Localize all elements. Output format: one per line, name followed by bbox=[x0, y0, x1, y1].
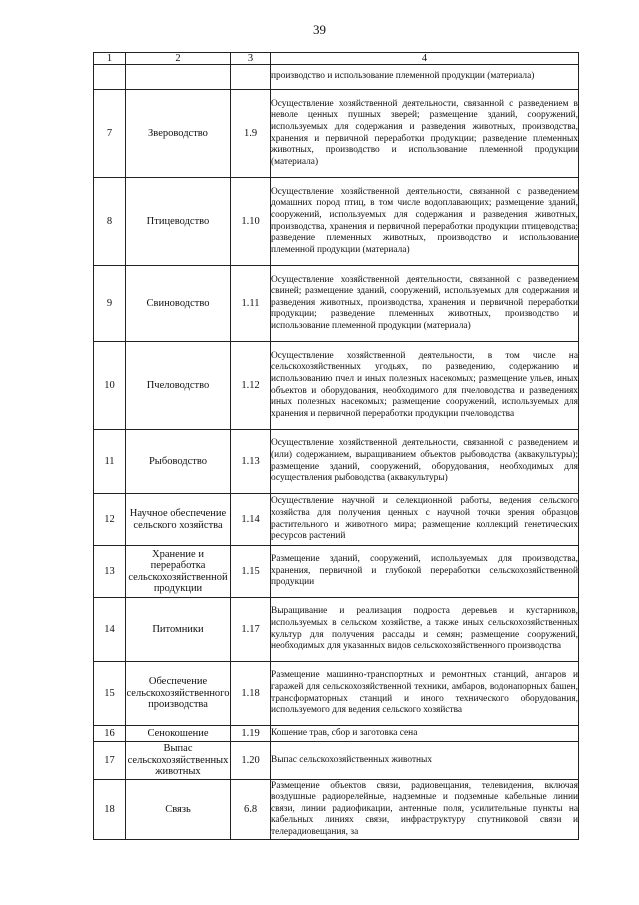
table-row bbox=[94, 430, 579, 494]
row-number: 8 bbox=[94, 178, 126, 266]
row-number: 13 bbox=[94, 546, 126, 598]
row-name: Питомники bbox=[126, 598, 231, 662]
row-name: Обеспечение сельскохозяйственного производства bbox=[126, 662, 231, 726]
column-header: 3 bbox=[231, 53, 271, 65]
row-description: Размещение зданий, сооружений, используемых для производства, хранения, первичной и глубокой переработки сельскохозяйственной продукции bbox=[271, 546, 579, 598]
row-code: 1.14 bbox=[231, 494, 271, 546]
row-code bbox=[231, 65, 271, 90]
row-code: 1.19 bbox=[231, 726, 271, 742]
row-number: 10 bbox=[94, 342, 126, 430]
row-name: Выпас сельскохозяйственных животных bbox=[126, 742, 231, 780]
row-code: 1.15 bbox=[231, 546, 271, 598]
row-name: Пчеловодство bbox=[126, 342, 231, 430]
row-number: 18 bbox=[94, 780, 126, 840]
row-code: 1.13 bbox=[231, 430, 271, 494]
table-row bbox=[94, 726, 579, 742]
table-row bbox=[94, 342, 579, 430]
row-description: Выпас сельскохозяйственных животных bbox=[271, 742, 579, 780]
row-description: Размещение машинно-транспортных и ремонтных станций, ангаров и гаражей для сельскохозяйственной техники, амбаров, водонапорных башен, трансформаторных станций и иного технического оборудования, используемого для ведения сельского хозяйства bbox=[271, 662, 579, 726]
table-row-continuation bbox=[94, 65, 579, 90]
row-description: Кошение трав, сбор и заготовка сена bbox=[271, 726, 579, 742]
row-description: Осуществление хозяйственной деятельности, связанной с разведением свиней; размещение зданий, сооружений, используемых для содержания и разведения животных, производства, хранения и первичной переработки продукции; разведение племенных животных, производство и использование племенной продукции (материала) bbox=[271, 266, 579, 342]
table-row bbox=[94, 780, 579, 840]
row-name: Связь bbox=[126, 780, 231, 840]
column-header: 4 bbox=[271, 53, 579, 65]
table-header-row bbox=[94, 53, 579, 65]
row-number: 14 bbox=[94, 598, 126, 662]
row-name: Научное обеспечение сельского хозяйства bbox=[126, 494, 231, 546]
row-number: 16 bbox=[94, 726, 126, 742]
row-name: Звероводство bbox=[126, 90, 231, 178]
row-code: 1.17 bbox=[231, 598, 271, 662]
row-name: Сенокошение bbox=[126, 726, 231, 742]
column-header: 2 bbox=[126, 53, 231, 65]
column-header: 1 bbox=[94, 53, 126, 65]
row-name bbox=[126, 65, 231, 90]
row-number bbox=[94, 65, 126, 90]
row-code: 6.8 bbox=[231, 780, 271, 840]
row-number: 15 bbox=[94, 662, 126, 726]
row-name: Свиноводство bbox=[126, 266, 231, 342]
row-code: 1.9 bbox=[231, 90, 271, 178]
row-name: Рыбоводство bbox=[126, 430, 231, 494]
table-row bbox=[94, 266, 579, 342]
row-number: 11 bbox=[94, 430, 126, 494]
row-code: 1.10 bbox=[231, 178, 271, 266]
row-description: Осуществление научной и селекционной работы, ведения сельского хозяйства для получения ценных с научной точки зрения образцов растительного и животного мира; размещение коллекций генетических ресурсов растений bbox=[271, 494, 579, 546]
table-row bbox=[94, 90, 579, 178]
row-code: 1.20 bbox=[231, 742, 271, 780]
row-name: Хранение и переработка сельскохозяйственной продукции bbox=[126, 546, 231, 598]
table-row bbox=[94, 494, 579, 546]
row-description: Выращивание и реализация подроста деревьев и кустарников, используемых в сельском хозяйстве, а также иных сельскохозяйственных культур для получения рассады и семян; размещение сооружений, необходимых для указанных видов сельскохозяйственного производства bbox=[271, 598, 579, 662]
table-row bbox=[94, 546, 579, 598]
row-number: 9 bbox=[94, 266, 126, 342]
row-description: Осуществление хозяйственной деятельности, в том числе на сельскохозяйственных угодьях, по разведению, содержанию и использованию пчел и иных полезных насекомых; размещение ульев, иных объектов и оборудования, необходимого для пчеловодства и разведениях иных полезных насекомых; размещение сооружений, используемых для хранения и первичной переработки продукции пчеловодства bbox=[271, 342, 579, 430]
row-code: 1.11 bbox=[231, 266, 271, 342]
land-use-table bbox=[93, 52, 579, 840]
row-description: Осуществление хозяйственной деятельности, связанной с разведением домашних пород птиц, в том числе водоплавающих; размещение зданий, сооружений, используемых для содержания и разведения животных, производства, хранения и первичной переработки продукции птицеводства; разведение племенных животных, производство и использование племенной продукции (материала) bbox=[271, 178, 579, 266]
table-row bbox=[94, 178, 579, 266]
row-description: Осуществление хозяйственной деятельности, связанной с разведением в неволе ценных пушных зверей; размещение зданий, сооружений, используемых для содержания и разведения животных, производства, хранения и первичной переработки продукции; разведение племенных животных, производство и использование племенной продукции (материала) bbox=[271, 90, 579, 178]
row-number: 17 bbox=[94, 742, 126, 780]
row-description: Осуществление хозяйственной деятельности, связанной с разведением и (или) содержанием, выращиванием объектов рыбоводства (аквакультуры); размещение зданий, сооружений, оборудования, необходимых для осуществления рыбоводства (аквакультуры) bbox=[271, 430, 579, 494]
row-number: 7 bbox=[94, 90, 126, 178]
table-row bbox=[94, 742, 579, 780]
page-number: 39 bbox=[313, 22, 326, 37]
table-row bbox=[94, 598, 579, 662]
table-row bbox=[94, 662, 579, 726]
row-number: 12 bbox=[94, 494, 126, 546]
row-description: производство и использование племенной продукции (материала) bbox=[271, 65, 579, 90]
row-code: 1.12 bbox=[231, 342, 271, 430]
row-code: 1.18 bbox=[231, 662, 271, 726]
row-description: Размещение объектов связи, радиовещания, телевидения, включая воздушные радиорелейные, надземные и подземные кабельные линии связи, линии радиофикации, антенные поля, усилительные пункты на кабельных линиях связи, инфраструктуру спутниковой связи и телерадиовещания, за bbox=[271, 780, 579, 840]
row-name: Птицеводство bbox=[126, 178, 231, 266]
